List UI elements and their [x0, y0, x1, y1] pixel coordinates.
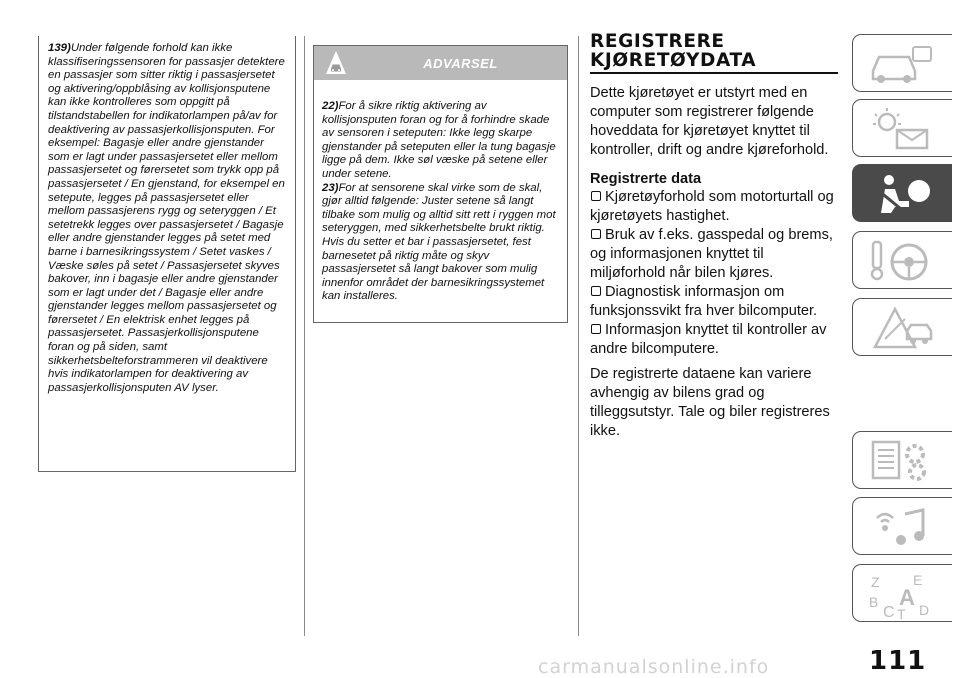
checkbox-bullet-icon [591, 229, 601, 239]
list-item-text: Bruk av f.eks. gasspedal og brems, og informasjonen knyttet til miljøforhold når bilen kjøres. [590, 227, 833, 281]
warning-text: For at sensorene skal virke som de skal, gjør alltid følgende: Juster setene så langt tilbake som mulig og alltid sitt rett i ryggen mot seteryggen, med sikkerhetsbelte brukt riktig. Hvis du setter et bar i passasjersetet, fest barnesetet på riktig måte og skyv passasjersetet så langt bakover som mulig innenfor området der barnesikringssystemet kan installeres. [322, 181, 556, 303]
index-letter: E [913, 572, 923, 588]
warning-body [314, 80, 567, 304]
list-item [590, 321, 840, 359]
warning-text: For å sikre riktig aktivering av kollisjonsputen foran og for å forhindre skade av sensoren i seteputen: Ikke legg skarpe gjenstander på seteputen eller la tung bagasje ligge på dem. Ikke søl væske på setene eller under setene. [322, 100, 556, 180]
airbag-seatbelt-icon [865, 171, 935, 217]
heading-underline [590, 72, 838, 74]
tab-warning-lights[interactable] [852, 99, 952, 157]
car-dashboard-icon [865, 41, 935, 87]
index-letter: A [899, 585, 915, 610]
index-letter: D [919, 602, 930, 618]
watermark: carmanualsonline.info [538, 656, 770, 678]
closing-paragraph: De registrerte dataene kan variere avhengig av bilens grad og tilleggsutstyr. Tale og biler registreres ikke. [590, 366, 830, 439]
note-box [38, 36, 296, 472]
warning-item-22 [322, 100, 561, 182]
warning-item-23 [322, 182, 561, 304]
note-text: Under følgende forhold kan ikke klassifiseringssensoren for passasjer detektere en passasjer som sitter riktig i passasjersetet og aktivering/oppblåsing av kollisjonsputene kan ikke kontrolleres som oppgitt på tilstandstabellen for indikatorlampen på/av for deaktivering av passasjerkollisjonsputen. For eksempel: Bagasje eller andre gjenstander som er lagt under passasjersetet eller mellom passasjersetet og førersetet som trykk opp på passasjersetet / En gjenstand, for eksempel en setepute, legges på passasjersetet eller mellom passasjerens rygg og seteryggen / Et setetrekk legges over passasjersetet / Bagasje eller andre gjenstander legges på setet med barne i barnesikringssystem / Setet vaskes / Væske søles på setet / Passasjersetet skyves bakover, inn i bagasje eller andre gjenstander som er lagt under det / Bagasje eller andre gjenstander legges mellom passasjersetet og førersetet / En elektrisk enhet legges på passasjersetet. Passasjerkollisjonsputene foran og på siden, samt sikkerhetsbelteforstrammeren vil deaktivere hvis indikatorlampen for deaktivering av passasjerkollisjonsputen AV lyser. [48, 42, 285, 394]
tab-multimedia[interactable] [852, 497, 952, 555]
section-heading [590, 32, 840, 70]
recorded-data-list [590, 188, 840, 359]
list-item-text: Kjøretøyforhold som motorturtall og kjøretøyets hastighet. [590, 189, 834, 224]
warning-lights-icon [865, 106, 935, 152]
column-divider-1 [304, 36, 305, 636]
checkbox-bullet-icon [591, 286, 601, 296]
tab-index[interactable] [852, 564, 952, 622]
warning-box [313, 45, 568, 323]
list-item-text: Informasjon knyttet til kontroller av andre bilcomputere. [590, 322, 827, 357]
breakdown-warning-icon [865, 305, 935, 351]
column-divider-2 [578, 36, 579, 636]
note-139 [48, 42, 287, 395]
intro-paragraph: Dette kjøretøyet er utstyrt med en computer som registrerer følgende hoveddata for kjøretøyet knyttet til kontroller, drift og andre kjøreforhold. [590, 85, 829, 158]
tab-maintenance[interactable] [852, 431, 952, 489]
page-number: 111 [869, 646, 927, 676]
note-number: 139) [48, 42, 71, 54]
heading-line-2: KJØRETØYDATA [590, 50, 757, 71]
tab-safety[interactable] [852, 164, 952, 222]
tab-dashboard[interactable] [852, 34, 952, 92]
warning-header [314, 46, 567, 80]
index-letter: B [869, 594, 879, 610]
vehicle-data-section [590, 32, 840, 441]
list-item-text: Diagnostisk informasjon om funksjonssvikt fra hver bilcomputer. [590, 284, 818, 319]
alphabetical-index-icon [865, 571, 935, 621]
checkbox-bullet-icon [591, 191, 601, 201]
index-letter: Z [871, 574, 880, 590]
tab-emergency[interactable] [852, 298, 952, 356]
list-item [590, 226, 840, 283]
heading-line-1: REGISTRERE [590, 31, 725, 52]
index-letter: C [883, 604, 895, 621]
subheading: Registrerte data [590, 171, 702, 187]
key-steering-wheel-icon [865, 238, 935, 284]
list-item [590, 283, 840, 321]
warning-number: 23) [322, 181, 339, 194]
maintenance-checklist-icon [865, 438, 935, 484]
multimedia-icon [865, 504, 935, 550]
checkbox-bullet-icon [591, 324, 601, 334]
warning-number: 22) [322, 100, 339, 112]
warning-title: ADVARSEL [423, 56, 498, 71]
tab-start-drive[interactable] [852, 231, 952, 289]
list-item [590, 188, 840, 226]
index-letter: T [897, 606, 906, 621]
